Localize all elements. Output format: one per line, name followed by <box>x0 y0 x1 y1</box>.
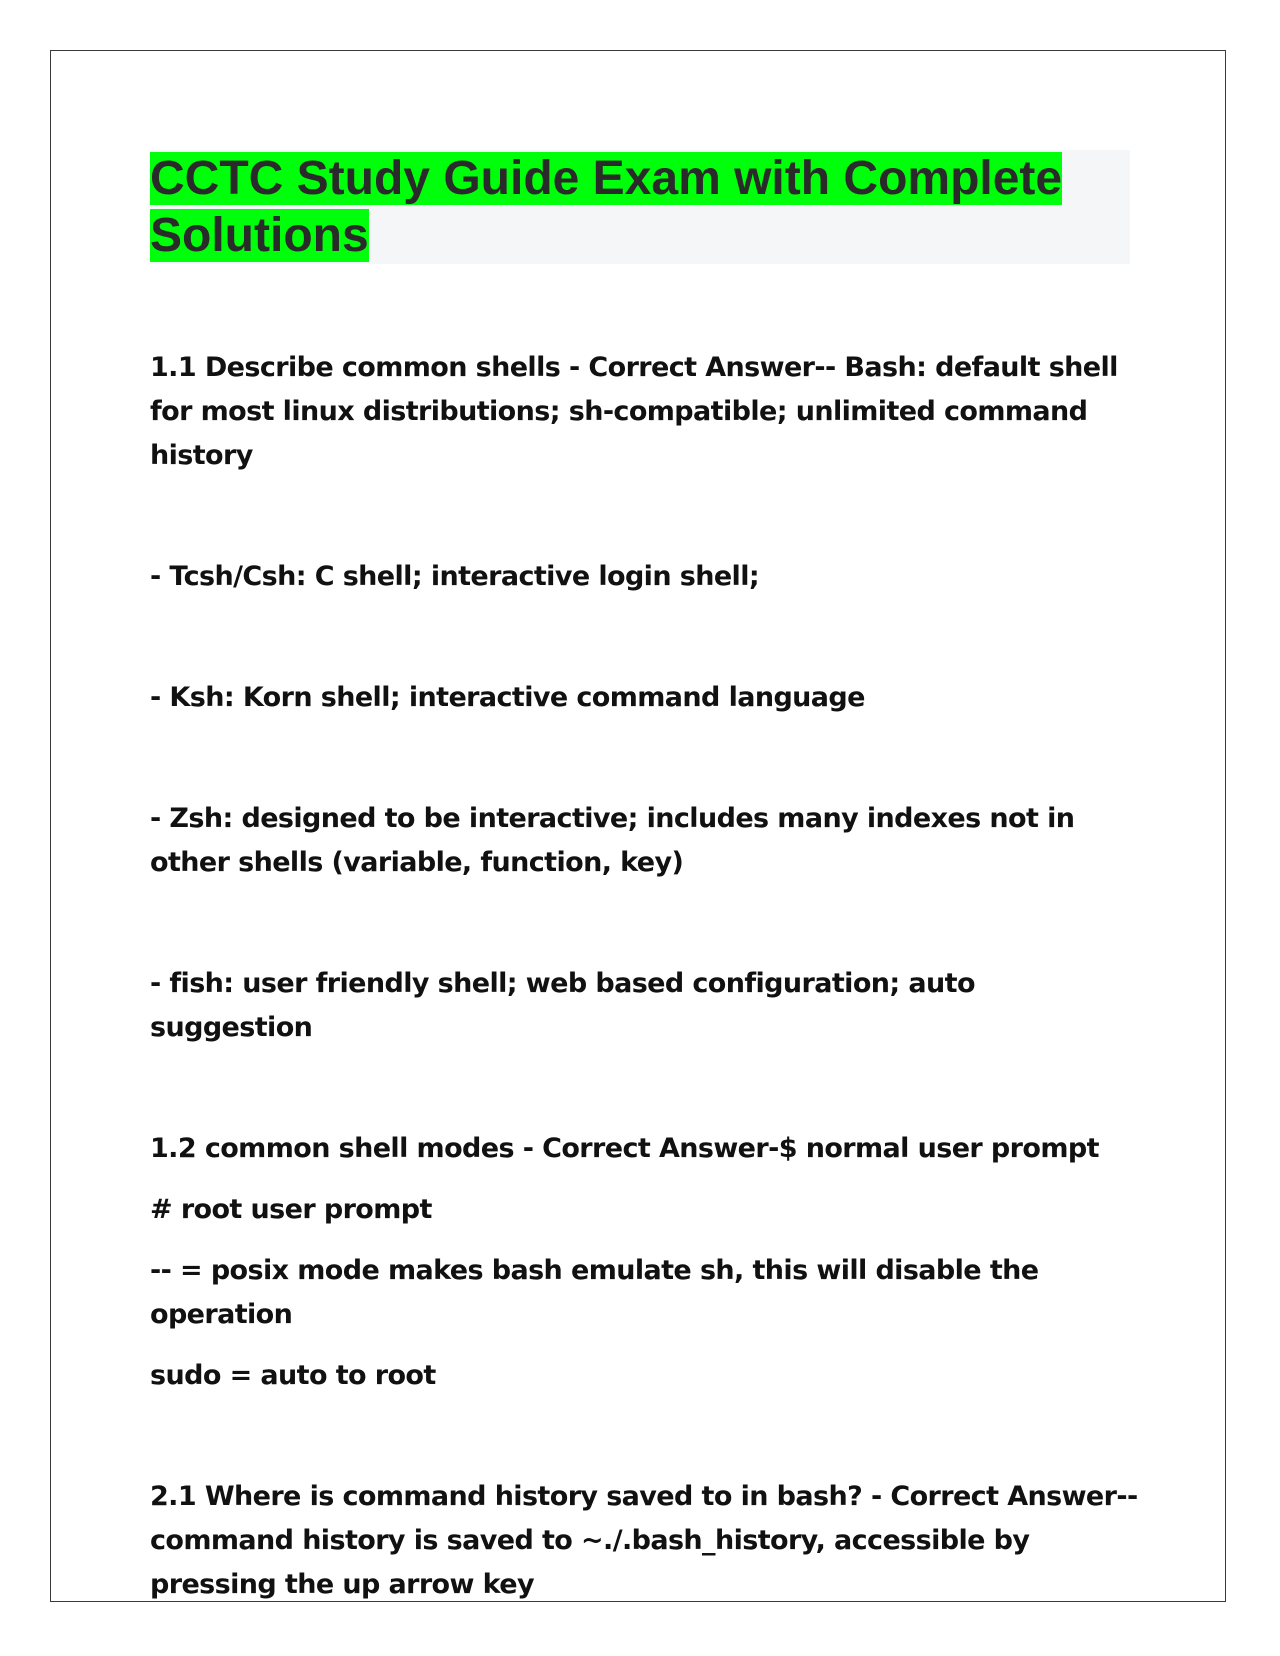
document-body <box>150 346 1140 1607</box>
paragraph-shell-modes: 1.2 common shell modes - Correct Answer-$ normal user prompt <box>150 1133 1099 1164</box>
document-title: CCTC Study Guide Exam with Complete Solutions <box>150 152 1063 262</box>
paragraph-root-prompt: # root user prompt <box>150 1194 432 1225</box>
paragraph-sudo: sudo = auto to root <box>150 1360 436 1391</box>
document-title-block <box>150 150 1130 264</box>
paragraph-shells: 1.1 Describe common shells - Correct Answer-- Bash: default shell for most linux distributions; sh-compatible; unlimited command history <box>150 352 1118 471</box>
paragraph-ksh: - Ksh: Korn shell; interactive command language <box>150 682 865 713</box>
paragraph-fish: - fish: user friendly shell; web based configuration; auto suggestion <box>150 968 975 1043</box>
paragraph-zsh: - Zsh: designed to be interactive; includes many indexes not in other shells (variable, function, key) <box>150 803 1075 878</box>
shell-modes-block <box>150 1127 1140 1398</box>
paragraph-bash-history: 2.1 Where is command history saved to in bash? - Correct Answer--command history is saved to ~./.bash_history, accessible by pressing the up arrow key <box>150 1481 1138 1600</box>
paragraph-posix-mode: -- = posix mode makes bash emulate sh, this will disable the operation <box>150 1255 1039 1330</box>
paragraph-tcsh: - Tcsh/Csh: C shell; interactive login shell; <box>150 561 760 592</box>
